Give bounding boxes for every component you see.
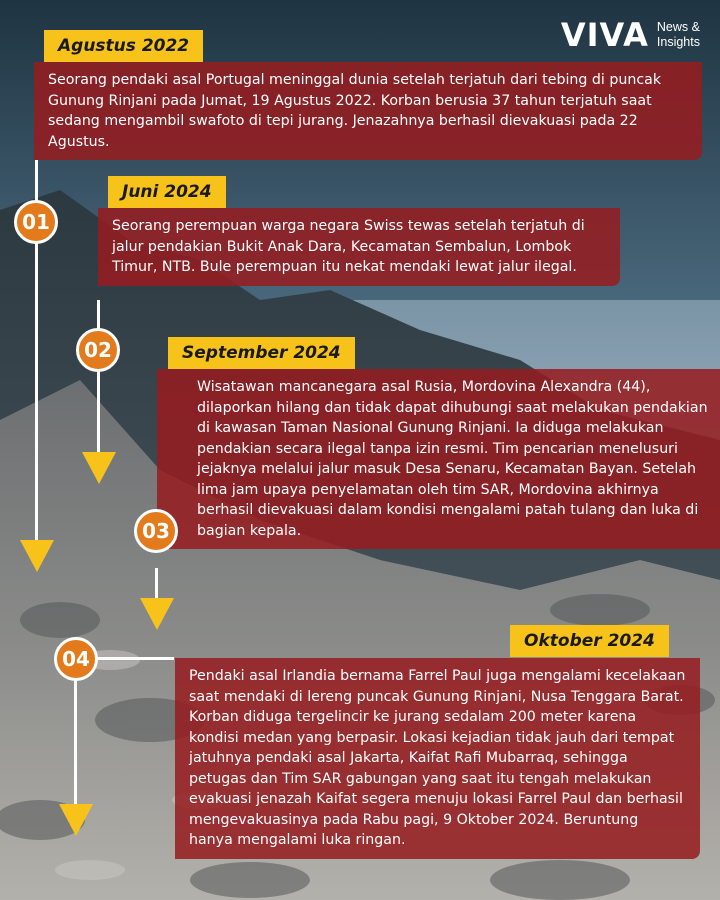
logo-subtitle: News & Insights (656, 20, 700, 49)
timeline-arrow-2 (82, 452, 116, 484)
timeline-line-4 (74, 678, 77, 808)
event-number-badge: 04 (54, 637, 98, 681)
event-description: Wisatawan mancanegara asal Rusia, Mordovina Alexandra (44), dilaporkan hilang dan tidak dapat dihubungi saat melakukan pendakian di kawasan Taman Nasional Gunung Rinjani. Ia diduga melakukan pendakian secara ilegal tanpa izin resmi. Tim pencarian menelusuri jejaknya melalui jalur masuk Desa Senaru, Kecamatan Bayan. Setelah lima jam upaya penyelamatan oleh tim SAR, Mordovina akhirnya berhasil dievakuasi dalam kondisi mengalami patah tulang dan luka di bagian kepala. (157, 369, 720, 549)
brand-logo (561, 16, 700, 54)
event-date-label: September 2024 (168, 337, 355, 369)
event-number-badge: 03 (134, 509, 178, 553)
timeline-line-2 (97, 300, 100, 455)
logo-wordmark: VIVA (560, 16, 649, 54)
event-date-label: Oktober 2024 (510, 625, 669, 657)
timeline-arrow-1 (20, 540, 54, 572)
event-number-badge: 02 (76, 328, 120, 372)
timeline-arrow-3 (140, 598, 174, 630)
event-date-label: Agustus 2022 (44, 30, 203, 62)
event-date-label: Juni 2024 (108, 176, 226, 208)
event-description: Seorang perempuan warga negara Swiss tewas setelah terjatuh di jalur pendakian Bukit Anak Dara, Kecamatan Sembalun, Lombok Timur, NTB. Bule perempuan itu nekat mendaki lewat jalur ilegal. (98, 208, 620, 286)
timeline-arrow-4 (59, 804, 93, 836)
event-number-badge: 01 (14, 200, 58, 244)
event-description: Seorang pendaki asal Portugal meninggal dunia setelah terjatuh dari tebing di puncak Gunung Rinjani pada Jumat, 19 Agustus 2022. Korban berusia 37 tahun terjatuh saat sedang mengambil swafoto di tepi jurang. Jenazahnya berhasil dievakuasi pada 22 Agustus. (34, 62, 702, 160)
event-description: Pendaki asal Irlandia bernama Farrel Paul juga mengalami kecelakaan saat mendaki di lereng puncak Gunung Rinjani, Nusa Tenggara Barat. Korban diduga tergelincir ke jurang sedalam 200 meter karena kondisi medan yang berpasir. Lokasi kejadian tidak jauh dari tempat jatuhnya pendaki asal Jakarta, Kaifat Rafi Mubarraq, sehingga petugas dan Tim SAR gabungan yang saat itu tengah melakukan evakuasi jenazah Kaifat segera menuju lokasi Farrel Paul dan berhasil mengevakuasinya pada Rabu pagi, 9 Oktober 2024. Beruntung hanya mengalami luka ringan. (175, 658, 700, 859)
